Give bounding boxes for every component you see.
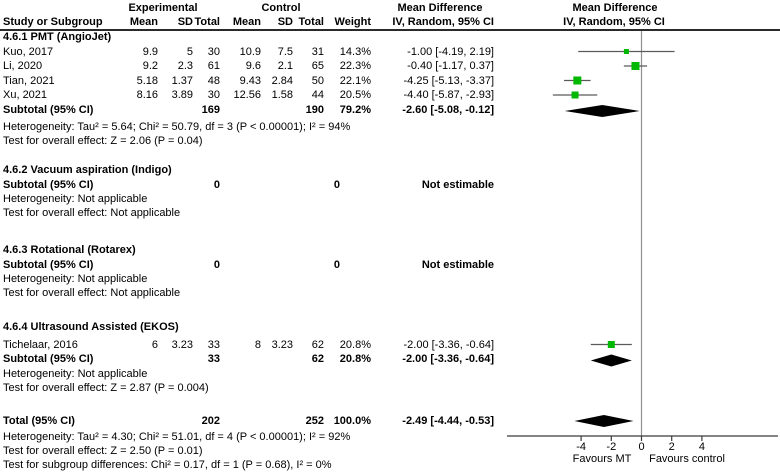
header-md-plot: Mean Difference: [572, 2, 658, 14]
subgroup-heading: 4.6.4 Ultrasound Assisted (EKOS): [3, 321, 179, 333]
exp-mean: 9.2: [142, 60, 158, 72]
ctl-total: 31: [311, 45, 324, 58]
col-ci-values: IV, Random, 95% CI: [392, 15, 494, 28]
md-ci-text: -2.00 [-3.36, -0.64]: [403, 338, 494, 351]
ctl-mean: 9.43: [239, 74, 261, 87]
header-divider-line: [0, 29, 780, 31]
subgroup-differences-note: Test for subgroup differences: Chi² = 0.17, df = 1 (P = 0.68), I² = 0%: [3, 458, 332, 471]
axis-tick-label: 2: [668, 441, 675, 453]
col-weight: Weight: [334, 15, 371, 28]
md-ci-text: -2.00 [-3.36, -0.64]: [402, 353, 494, 365]
col-ctl-sd: SD: [277, 15, 293, 28]
header-md-values: Mean Difference: [397, 2, 483, 14]
ctl-total: 0: [333, 178, 340, 191]
ctl-total: 190: [305, 103, 324, 116]
col-ctl-mean: Mean: [232, 15, 261, 28]
col-ctl-total: Total: [298, 15, 324, 28]
favours-left-label: Favours MT: [572, 452, 632, 465]
study-name: Li, 2020: [3, 60, 43, 72]
ctl-total: 0: [333, 258, 340, 271]
md-ci-text: -1.00 [-4.19, 2.19]: [407, 45, 494, 58]
exp-total: 48: [207, 74, 220, 87]
exp-mean: 9.9: [142, 45, 158, 58]
md-ci-text: -0.40 [-1.17, 0.37]: [407, 60, 494, 72]
exp-total: 33: [207, 338, 220, 351]
subtotal-label: Subtotal (95% CI): [3, 178, 94, 191]
exp-total: 202: [201, 414, 220, 427]
ctl-total: 65: [311, 60, 324, 72]
col-exp-mean: Mean: [129, 15, 158, 28]
exp-sd: 5: [186, 45, 193, 58]
weight: 100.0%: [333, 414, 371, 427]
md-ci-text: -2.60 [-5.08, -0.12]: [402, 103, 494, 116]
subtotal-label: Subtotal (95% CI): [3, 353, 94, 365]
heterogeneity-note: Heterogeneity: Not applicable: [3, 193, 148, 205]
overall-effect-note: Test for overall effect: Z = 2.87 (P = 0.004): [3, 382, 209, 394]
md-ci-text: -4.40 [-5.87, -2.93]: [403, 89, 494, 101]
ctl-sd: 1.58: [271, 89, 293, 101]
ctl-mean: 12.56: [233, 89, 261, 101]
ctl-sd: 2.1: [277, 60, 293, 72]
subgroup-heading: 4.6.1 PMT (AngioJet): [3, 31, 112, 43]
ctl-sd: 3.23: [271, 338, 293, 351]
overall-effect-note: Test for overall effect: Not applicable: [3, 286, 181, 299]
exp-sd: 1.37: [171, 74, 193, 87]
ctl-total: 44: [311, 89, 324, 101]
total-label: Total (95% CI): [3, 414, 75, 427]
axis-tick-label: 4: [698, 441, 705, 453]
favours-right-label: Favours control: [649, 452, 725, 465]
exp-total: 61: [207, 60, 220, 72]
exp-total: 30: [207, 45, 220, 58]
weight: 20.8%: [339, 353, 371, 365]
subgroup-heading: 4.6.3 Rotational (Rotarex): [3, 244, 136, 256]
total-heterogeneity-note: Heterogeneity: Tau² = 4.30; Chi² = 51.01, df = 4 (P < 0.00001); I² = 92%: [3, 430, 351, 443]
heterogeneity-note: Heterogeneity: Not applicable: [3, 273, 148, 285]
md-ci-text: Not estimable: [421, 178, 494, 191]
header-experimental-group: Experimental: [128, 2, 198, 14]
weight: 79.2%: [339, 103, 371, 116]
overall-effect-note: Test for overall effect: Not applicable: [3, 206, 181, 219]
subtotal-label: Subtotal (95% CI): [3, 258, 94, 271]
subtotal-label: Subtotal (95% CI): [3, 103, 94, 116]
ctl-total: 62: [311, 338, 324, 351]
study-name: Tian, 2021: [3, 74, 55, 87]
header-control-group: Control: [261, 2, 301, 14]
col-exp-sd: SD: [177, 15, 193, 28]
weight: 22.3%: [339, 60, 371, 72]
col-study-or-subgroup: Study or Subgroup: [3, 15, 103, 28]
effect-square: [608, 341, 615, 348]
subtotal-diamond: [565, 105, 640, 117]
ctl-sd: 2.84: [271, 74, 293, 87]
axis-tick-label: -4: [576, 441, 586, 453]
col-ci-plot: IV, Random, 95% CI: [563, 15, 665, 28]
exp-total: 0: [213, 258, 220, 271]
exp-total: 169: [201, 103, 220, 116]
md-ci-text: -2.49 [-4.44, -0.53]: [402, 414, 494, 427]
ctl-mean: 9.6: [245, 60, 261, 72]
exp-mean: 5.18: [136, 74, 158, 87]
axis-tick-label: 0: [638, 441, 645, 453]
effect-square: [624, 49, 629, 54]
weight: 14.3%: [339, 45, 371, 58]
exp-sd: 3.23: [171, 338, 193, 351]
study-name: Kuo, 2017: [3, 45, 54, 58]
col-exp-total: Total: [194, 15, 220, 28]
exp-mean: 6: [151, 338, 158, 351]
exp-sd: 3.89: [171, 89, 193, 101]
ctl-total: 50: [311, 74, 324, 87]
ctl-total: 252: [305, 414, 324, 427]
study-name: Tichelaar, 2016: [3, 338, 78, 351]
overall-effect-note: Test for overall effect: Z = 2.06 (P = 0.04): [3, 135, 203, 147]
total-overall-effect-note: Test for overall effect: Z = 2.50 (P = 0.01): [3, 445, 203, 457]
ctl-mean: 10.9: [239, 45, 261, 58]
heterogeneity-note: Heterogeneity: Tau² = 5.64; Chi² = 50.79, df = 3 (P < 0.00001); I² = 94%: [3, 121, 351, 133]
exp-total: 0: [213, 178, 220, 191]
weight: 20.8%: [339, 338, 371, 351]
weight: 22.1%: [339, 74, 371, 87]
heterogeneity-note: Heterogeneity: Not applicable: [3, 368, 148, 380]
md-ci-text: -4.25 [-5.13, -3.37]: [403, 74, 494, 87]
subtotal-diamond: [591, 355, 632, 367]
ctl-sd: 7.5: [277, 45, 293, 58]
axis-tick-label: -2: [606, 441, 617, 453]
exp-total: 33: [207, 353, 220, 365]
effect-square: [573, 77, 581, 85]
ctl-mean: 8: [254, 338, 261, 351]
ctl-total: 62: [311, 353, 324, 365]
exp-total: 30: [207, 89, 220, 101]
exp-sd: 2.3: [177, 60, 193, 72]
study-name: Xu, 2021: [3, 89, 48, 101]
weight: 20.5%: [339, 89, 371, 101]
effect-square: [631, 62, 639, 70]
subgroup-heading: 4.6.2 Vacuum aspiration (Indigo): [3, 164, 172, 176]
effect-square: [572, 92, 579, 99]
exp-mean: 8.16: [136, 89, 158, 101]
total-diamond: [574, 415, 633, 427]
md-ci-text: Not estimable: [421, 258, 494, 271]
